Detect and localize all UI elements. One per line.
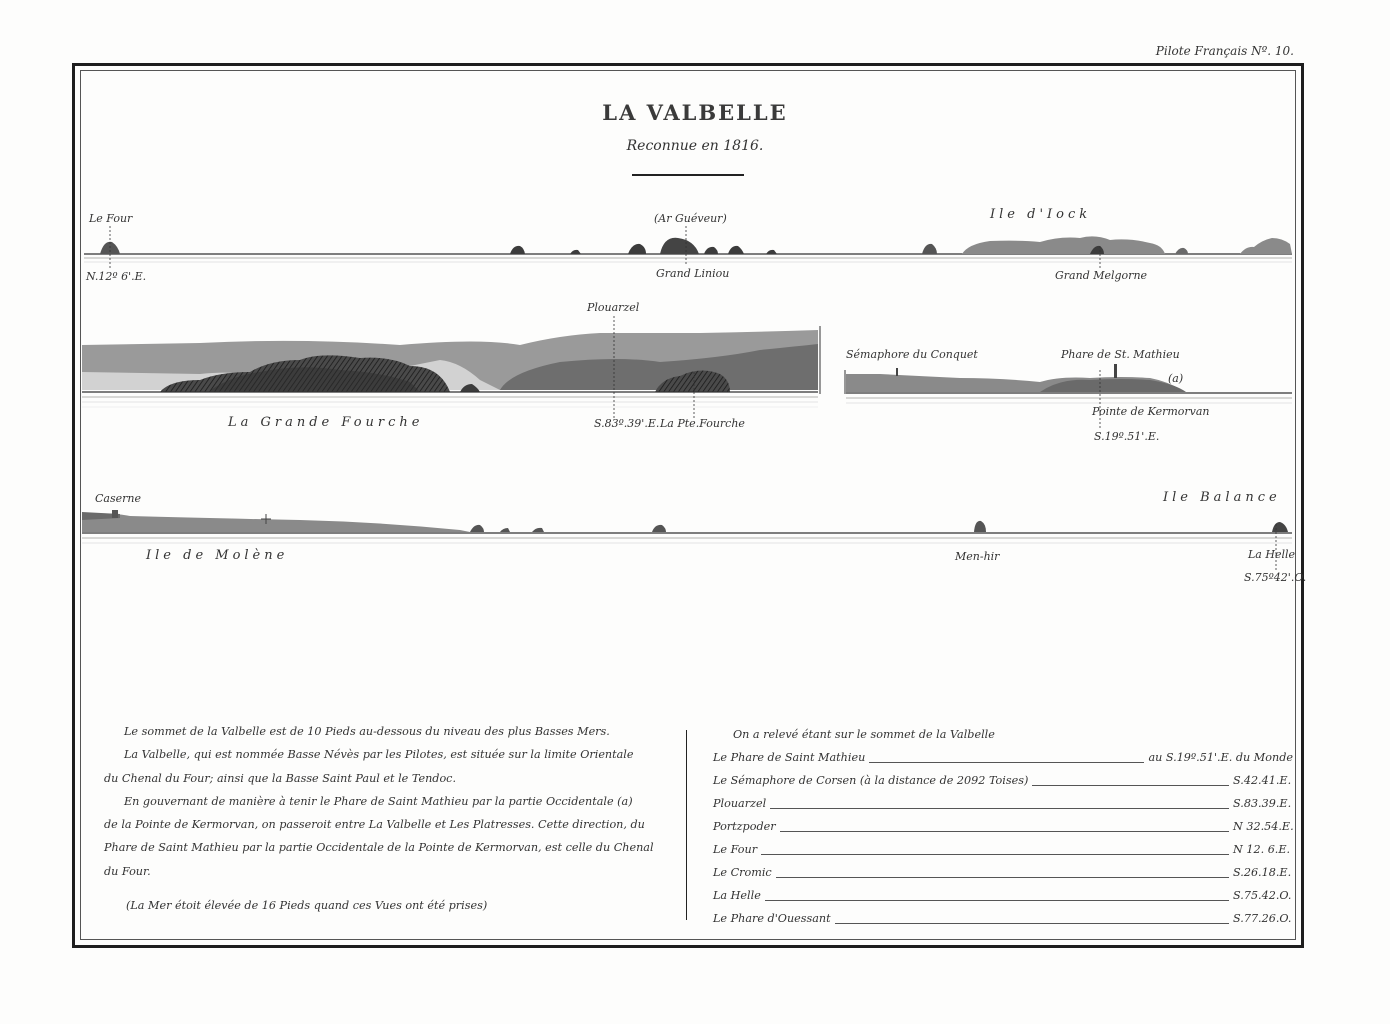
- label-ile-iock: Ile d'Iock: [990, 207, 1092, 222]
- bearing-value: S.26.18.E.: [1233, 865, 1292, 879]
- note-tide: (La Mer étoit élevée de 16 Pieds quand ces Vues ont été prises): [126, 899, 488, 913]
- label-pointe-kermorvan: Pointe de Kermorvan: [1092, 405, 1210, 418]
- bearing-name: Le Cromic: [713, 865, 772, 879]
- label-semaphore-conquet: Sémaphore du Conquet: [846, 348, 978, 361]
- bearing-leader-line: [835, 923, 1229, 924]
- label-phare-st-mathieu: Phare de St. Mathieu: [1061, 348, 1180, 361]
- label-ar-gueveur: (Ar Guéveur): [654, 212, 727, 225]
- label-mark-a: (a): [1168, 372, 1184, 385]
- bearing-value: S.42.41.E.: [1233, 773, 1292, 787]
- bearing-leader-line: [780, 831, 1229, 832]
- bearing-value: S.77.26.O.: [1233, 911, 1292, 925]
- bearing-row: [713, 792, 1293, 815]
- bearing-leader-line: [869, 762, 1144, 763]
- bearing-leader-line: [776, 877, 1229, 878]
- label-le-four: Le Four: [89, 212, 133, 225]
- bearing-name: Le Sémaphore de Corsen (à la distance de 2092 Toises): [713, 773, 1029, 787]
- bearing-name: Plouarzel: [713, 796, 767, 810]
- label-la-helle: La Helle: [1248, 548, 1296, 561]
- bearing-leader-line: [765, 900, 1229, 901]
- bearing-plouarzel: S.83º.39'.E.: [594, 417, 660, 430]
- label-petite-fourche: La Pte.Fourche: [660, 417, 745, 430]
- bearing-row: [713, 746, 1293, 769]
- label-caserne: Caserne: [95, 492, 141, 505]
- bearing-le-four: N.12º 6'.E.: [86, 270, 147, 283]
- bearing-value: S.75.42.O.: [1233, 888, 1292, 902]
- bearing-row: [713, 815, 1293, 838]
- bearing-name: Le Four: [713, 842, 758, 856]
- label-grand-melgorne: Grand Melgorne: [1055, 269, 1148, 282]
- plate-series-label: Pilote Français Nº. 10.: [1155, 44, 1294, 58]
- bearing-row: [713, 884, 1293, 907]
- bearing-name: La Helle: [713, 888, 761, 902]
- note-p3a: En gouvernant de manière à tenir le Phare de Saint Mathieu par la partie Occidentale (a): [124, 794, 633, 808]
- bearings-table: [713, 746, 1293, 930]
- bearing-name: Portzpoder: [713, 819, 776, 833]
- note-p1: Le sommet de la Valbelle est de 10 Pieds au-dessous du niveau des plus Basses Mers.: [124, 725, 610, 738]
- plate-title: LA VALBELLE: [602, 100, 788, 125]
- note-p3c: Phare de Saint Mathieu par la partie Occidentale de la Pointe de Kermorvan, est celle du Chenal: [104, 841, 654, 855]
- bearing-row: [713, 861, 1293, 884]
- note-p3b: de la Pointe de Kermorvan, on passeroit entre La Valbelle et Les Platresses. Cette direction, du: [104, 818, 645, 832]
- view1-rocks: [100, 236, 1292, 254]
- bearing-la-helle: S.75º42'.O.: [1244, 571, 1307, 584]
- label-ile-molene: Ile de Molène: [146, 548, 289, 563]
- label-men-hir: Men-hir: [955, 550, 1000, 563]
- bearings-heading: On a relevé étant sur le sommet de la Valbelle: [733, 728, 995, 741]
- label-ile-balance: Ile Balance: [1163, 490, 1281, 505]
- note-p3d: du Four.: [104, 864, 151, 878]
- note-p2a: La Valbelle, qui est nommée Basse Névès par les Pilotes, est située sur la limite Orientale: [124, 748, 634, 762]
- view2-left-panel: [82, 316, 820, 418]
- notes-block: [104, 720, 669, 917]
- bearing-name: Le Phare de Saint Mathieu: [713, 750, 866, 764]
- bearing-row: [713, 838, 1293, 861]
- note-p2b: du Chenal du Four; ainsi que la Basse Saint Paul et le Tendoc.: [104, 771, 456, 785]
- bearing-leader-line: [770, 808, 1229, 809]
- bearing-value: N 32.54.E.: [1233, 819, 1294, 833]
- bearing-row: [713, 907, 1293, 930]
- label-grande-fourche: La Grande Fourche: [228, 415, 424, 430]
- notes-divider: [686, 730, 687, 920]
- plate-subtitle: Reconnue en 1816.: [626, 138, 764, 154]
- view1-horizon: [84, 254, 1292, 262]
- bearing-value: au S.19º.51'.E. du Monde: [1148, 750, 1293, 764]
- bearing-st-mathieu: S.19º.51'.E.: [1094, 430, 1160, 443]
- view2-right-panel: [845, 364, 1292, 430]
- bearing-leader-line: [1032, 785, 1229, 786]
- label-grand-liniou: Grand Liniou: [656, 267, 730, 280]
- bearing-name: Le Phare d'Ouessant: [713, 911, 831, 925]
- bearing-row: [713, 769, 1293, 792]
- bearing-value: S.83.39.E.: [1233, 796, 1292, 810]
- bearing-value: N 12. 6.E.: [1233, 842, 1291, 856]
- label-plouarzel: Plouarzel: [587, 301, 640, 314]
- bearing-leader-line: [761, 854, 1229, 855]
